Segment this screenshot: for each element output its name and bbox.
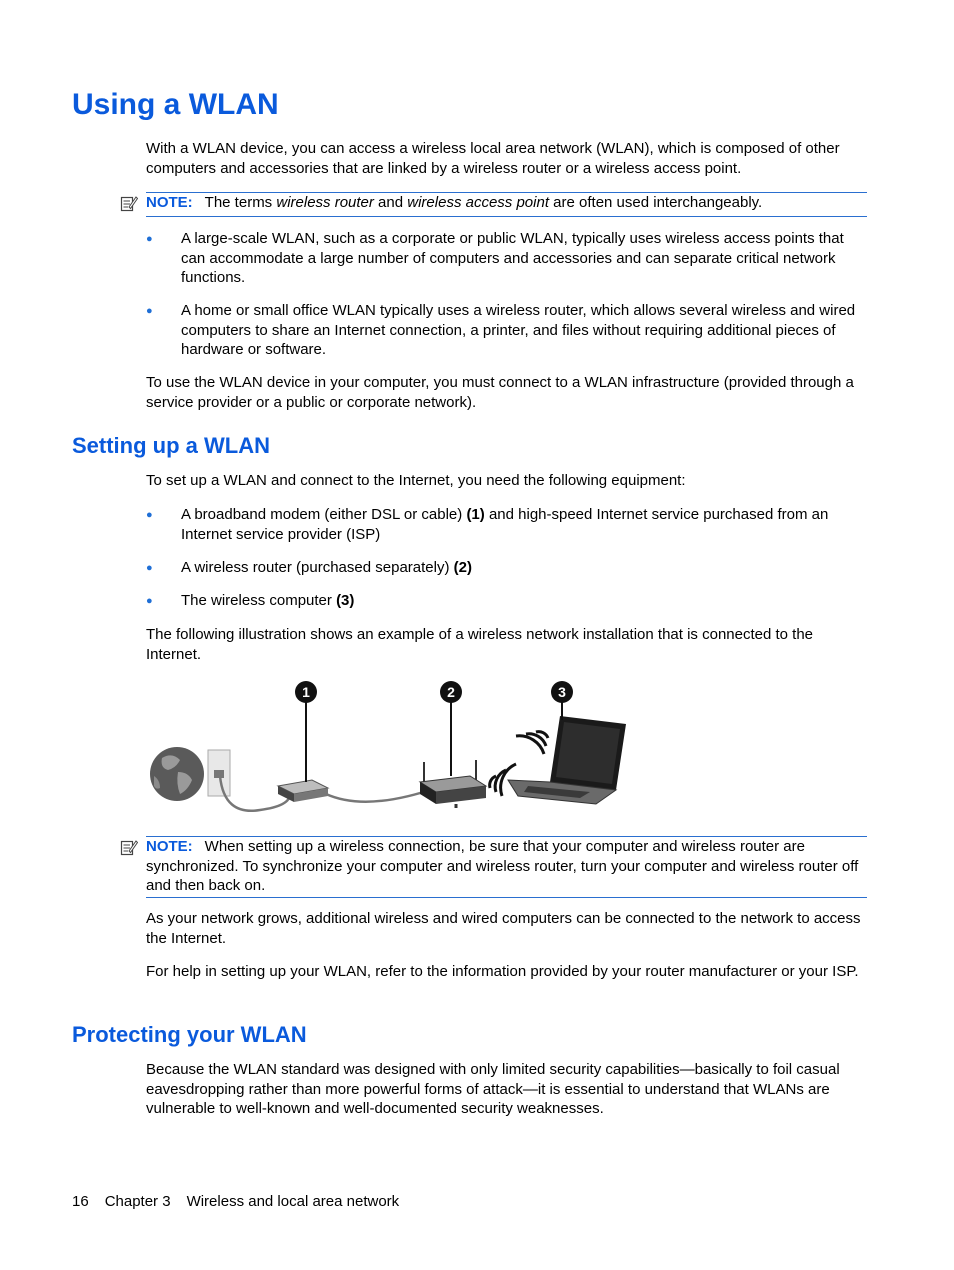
help-paragraph: For help in setting up your WLAN, refer to the information provided by your router manufacturer or your ISP. xyxy=(146,963,859,980)
page-title: Using a WLAN xyxy=(72,88,279,121)
note-term-access-point: wireless access point xyxy=(407,194,549,211)
chapter-title: Wireless and local area network xyxy=(186,1193,400,1210)
note-label: NOTE: xyxy=(146,194,193,211)
callout-label: 3 xyxy=(558,684,566,700)
note-text-mid: and xyxy=(373,194,408,211)
note-text: When setting up a wireless connection, be sure that your computer and wireless router are synchronized. To synchronize your computer and wireless router, turn your computer and wireless router off and then back on. xyxy=(146,838,859,894)
connect-paragraph: To use the WLAN device in your computer, you must connect to a WLAN infrastructure (provided through a service provider or a public or corporate network). xyxy=(146,374,854,411)
list-item: A home or small office WLAN typically uses a wireless router, which allows several wireless and wired computers to share an Internet connection, a printer, and files without requiring additional pieces of hardware or software. xyxy=(181,302,856,358)
laptop-icon xyxy=(508,716,626,804)
page-footer xyxy=(72,1193,415,1210)
section-heading-setup: Setting up a WLAN xyxy=(72,433,270,458)
note-box xyxy=(146,836,867,898)
note-icon xyxy=(120,838,138,856)
callout-label: 1 xyxy=(302,684,310,700)
wlan-illustration xyxy=(140,676,640,826)
note-label: NOTE: xyxy=(146,838,193,855)
wall-jack-icon xyxy=(208,750,230,796)
protect-paragraph: Because the WLAN standard was designed with only limited security capabilities—basically to foil casual eavesdropping rather than more powerful forms of attack—it is essential to understand that WLANs are vulnerable to well-known and well-documented security weaknesses. xyxy=(146,1061,840,1117)
list-item: A broadband modem (either DSL or cable) (1) and high-speed Internet service purchased from an Internet service provider (ISP) xyxy=(181,506,829,543)
note-text-pre: The terms xyxy=(204,194,277,211)
note-box xyxy=(146,192,867,217)
list-item: The wireless computer (3) xyxy=(181,592,355,609)
note-icon xyxy=(120,194,138,212)
illustration-intro: The following illustration shows an example of a wireless network installation that is connected to the Internet. xyxy=(146,626,814,663)
globe-icon xyxy=(150,747,204,801)
page-number: 16 xyxy=(72,1193,89,1210)
section-heading-protect: Protecting your WLAN xyxy=(72,1022,307,1047)
list-item: A large-scale WLAN, such as a corporate or public WLAN, typically uses wireless access points that can accommodate a large number of computers and accessories and can separate critical network functions. xyxy=(181,230,844,286)
chapter-number: Chapter 3 xyxy=(104,1193,171,1210)
bullet-icon: ● xyxy=(146,305,153,317)
note-term-router: wireless router xyxy=(276,194,374,211)
intro-paragraph: With a WLAN device, you can access a wireless local area network (WLAN), which is composed of other computers and accessories that are linked by a wireless router or a wireless access point. xyxy=(146,140,840,177)
callout-label: 2 xyxy=(447,684,455,700)
router-icon xyxy=(420,760,486,808)
grow-paragraph: As your network grows, additional wireless and wired computers can be connected to the network to access the Internet. xyxy=(146,910,861,947)
modem-icon xyxy=(278,780,328,802)
bullet-icon: ● xyxy=(146,233,153,245)
setup-intro: To set up a WLAN and connect to the Internet, you need the following equipment: xyxy=(146,472,686,489)
wireless-signal-icon xyxy=(516,732,548,754)
bullet-icon: ● xyxy=(146,562,153,574)
note-text-post: are often used interchangeably. xyxy=(549,194,763,211)
bullet-icon: ● xyxy=(146,509,153,521)
bullet-icon: ● xyxy=(146,595,153,607)
list-item: A wireless router (purchased separately) (2) xyxy=(181,559,472,576)
